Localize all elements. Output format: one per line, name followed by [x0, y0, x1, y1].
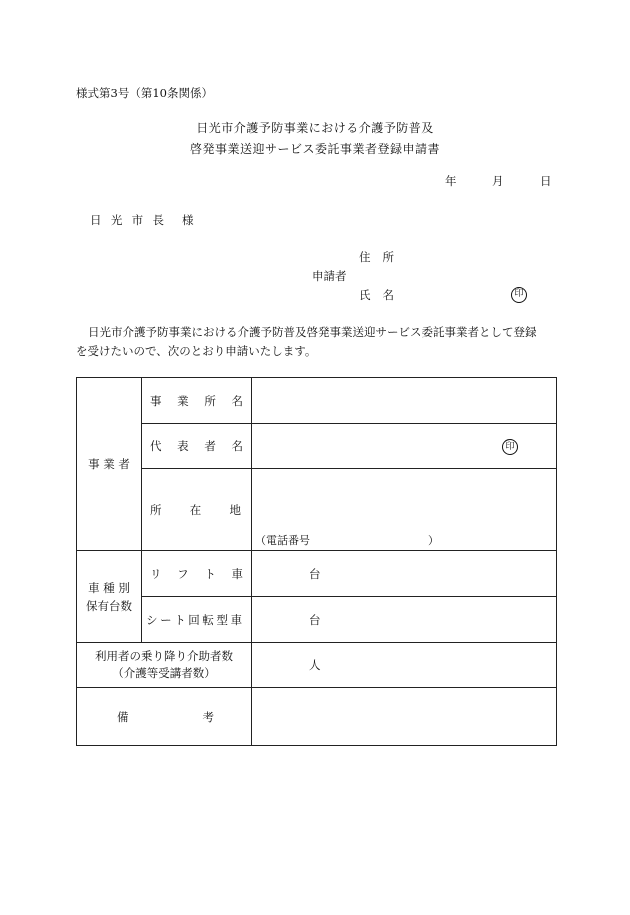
office-name-field[interactable] — [252, 378, 557, 424]
addressee-suffix: 様 — [182, 213, 194, 227]
remarks-label: 備 考 — [77, 688, 252, 746]
unit-label: 人 — [309, 658, 321, 672]
unit-label: 台 — [309, 566, 321, 581]
lift-car-count-field[interactable] — [252, 551, 557, 597]
applicant-address-label: 住 所 — [359, 250, 394, 264]
date-year-label: 年 — [445, 174, 457, 188]
seat-car-label: シート回転型車 — [142, 597, 252, 643]
office-name-label: 事 業 所 名 — [142, 378, 252, 424]
request-statement — [76, 323, 537, 361]
seal-icon: 印 — [502, 439, 518, 455]
location-field[interactable] — [252, 469, 557, 551]
representative-label: 代 表 者 名 — [142, 424, 252, 469]
representative-field[interactable] — [252, 424, 557, 469]
applicant-seal — [511, 285, 527, 303]
addressee-name: 日 光 市 長 — [90, 213, 164, 227]
vehicle-count-header: 車 種 別 保有台数 — [77, 551, 142, 643]
seat-car-count-field[interactable] — [252, 597, 557, 643]
title-line-2: 啓発事業送迎サービス委託事業者登録申請書 — [189, 142, 440, 156]
table-row — [77, 643, 557, 688]
document-title — [0, 118, 630, 160]
lift-car-label: リ フ ト 車 — [142, 551, 252, 597]
phone-number-close: ） — [428, 534, 439, 547]
form-number: 様式第3号（第10条関係） — [76, 86, 213, 100]
table-row — [77, 551, 557, 597]
statement-line-1: 日光市介護予防事業における介護予防普及啓発事業送迎サービス委託事業者として登録 — [88, 325, 537, 339]
remarks-field[interactable] — [252, 688, 557, 746]
table-row — [77, 469, 557, 551]
applicant-name-label: 氏 名 — [359, 288, 394, 302]
assistants-label: 利用者の乗り降り介助者数 （介護等受講者数） — [77, 643, 252, 688]
date-day-label: 日 — [540, 174, 552, 188]
table-row — [77, 597, 557, 643]
applicant-label: 申請者 — [312, 269, 347, 283]
table-row — [77, 688, 557, 746]
location-label: 所 在 地 — [142, 469, 252, 551]
registration-table — [76, 377, 557, 746]
table-row — [77, 378, 557, 424]
table-row — [77, 424, 557, 469]
unit-label: 台 — [309, 612, 321, 627]
seal-icon: 印 — [511, 287, 527, 303]
statement-line-2: を受けたいので、次のとおり申請いたします。 — [76, 344, 317, 358]
title-line-1: 日光市介護予防事業における介護予防普及 — [196, 121, 434, 135]
operator-header: 事 業 者 — [77, 378, 142, 551]
date-month-label: 月 — [492, 174, 504, 188]
phone-number-label: （電話番号 — [255, 534, 310, 547]
assistants-count-field[interactable] — [252, 643, 557, 688]
